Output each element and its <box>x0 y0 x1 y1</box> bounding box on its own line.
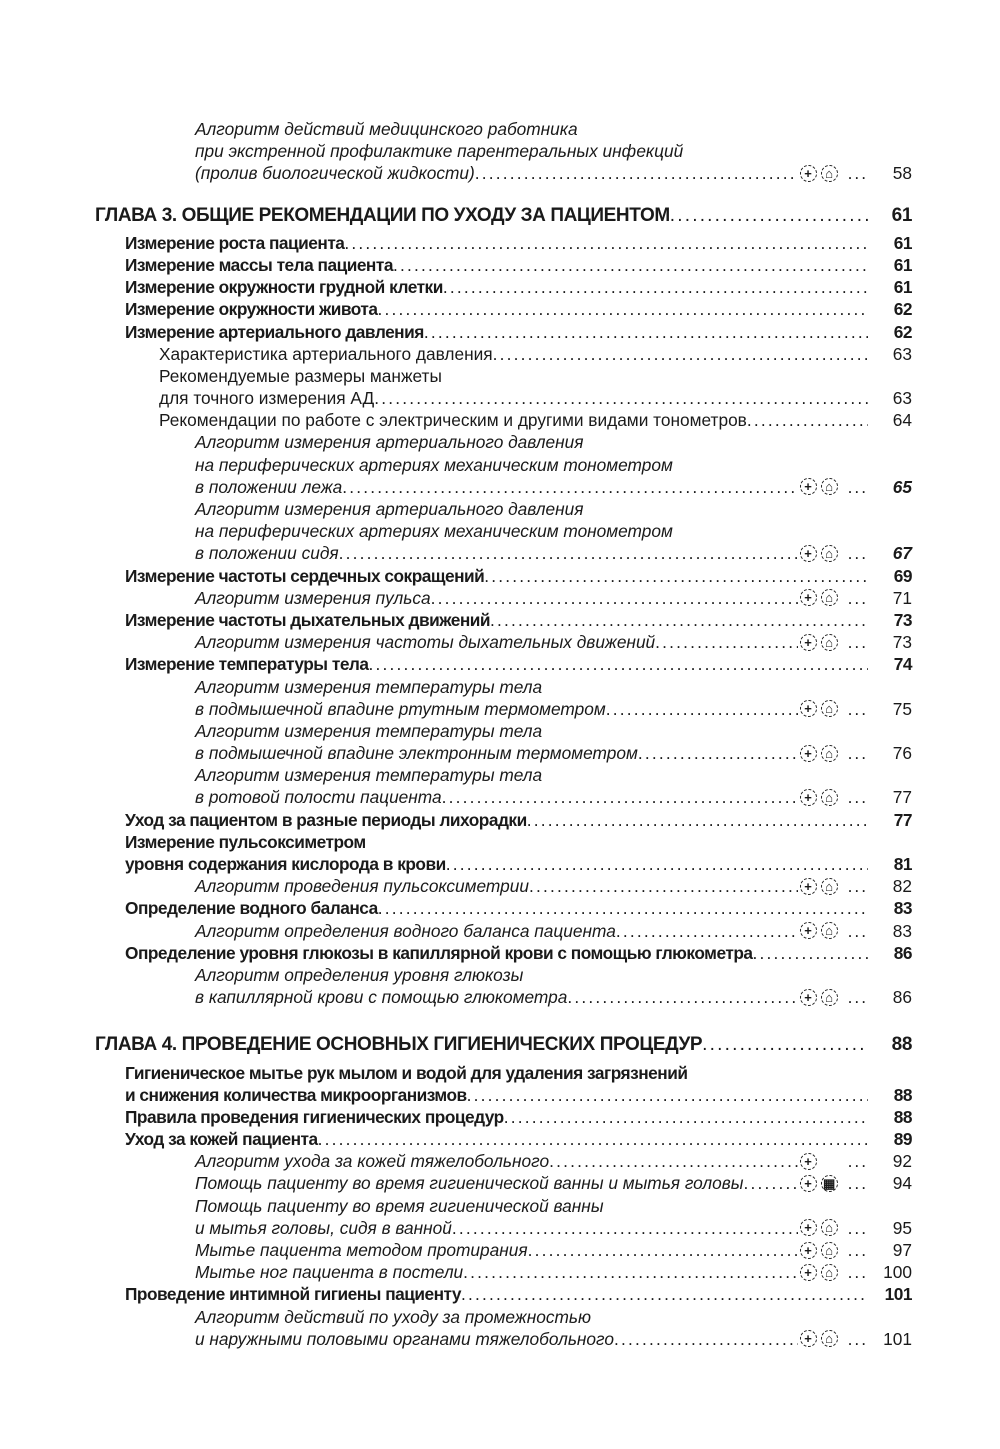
entry-line <box>125 1283 912 1305</box>
toc-entry <box>95 609 912 631</box>
toc-entry <box>95 897 912 919</box>
entry-line <box>125 298 912 320</box>
entry-title: Алгоритм измерения частоты дыхательных движений <box>195 632 656 653</box>
entry-line <box>195 1306 912 1328</box>
page-number: 89 <box>893 1129 912 1150</box>
entry-title: Измерение массы тела пациента <box>125 254 393 275</box>
dot-leader <box>504 1106 868 1128</box>
dot-leader <box>493 343 868 365</box>
page-number: 88 <box>891 1034 912 1056</box>
entry-title: Измерение температуры тела <box>125 654 369 675</box>
entry-line <box>125 897 912 919</box>
home-circle-icon: ⌂ <box>821 1330 838 1347</box>
entry-icons <box>800 1242 838 1259</box>
entry-line <box>125 565 912 587</box>
entry-title: в положении сидя <box>195 543 339 564</box>
dot-leader <box>443 276 868 298</box>
entry-title: и снижения количества микроорганизмов <box>125 1084 467 1105</box>
entry-title: Измерение роста пациента <box>125 232 345 253</box>
page-number: 67 <box>892 543 912 564</box>
entry-title: Мытье пациента методом протирания <box>195 1240 528 1260</box>
entry-title: Мытье ног пациента в постели <box>195 1262 464 1283</box>
toc-entry <box>95 1195 912 1239</box>
entry-title: уровня содержания кислорода в крови <box>125 854 446 874</box>
entry-line <box>195 875 912 897</box>
dot-leader <box>529 875 798 897</box>
entry-title: Измерение частоты дыхательных движений <box>125 609 491 630</box>
entry-icons <box>800 634 838 651</box>
page-number: 101 <box>883 1328 912 1349</box>
dot-leader <box>752 942 868 964</box>
entry-line <box>195 1150 912 1172</box>
page-number: 74 <box>893 654 912 675</box>
toc-entry <box>95 118 912 185</box>
entry-line <box>195 431 912 453</box>
toc-entry <box>95 321 912 343</box>
page-number: 97 <box>892 1240 912 1260</box>
dot-leader: ... <box>847 698 868 719</box>
entry-line <box>195 476 912 498</box>
home-circle-icon: ⌂ <box>821 589 838 606</box>
page-number: 58 <box>892 163 912 184</box>
plus-circle-icon: + <box>800 1264 817 1281</box>
entry-title: Измерение артериального давления <box>125 321 424 342</box>
entry-title: Определение водного баланса <box>125 898 378 919</box>
entry-title: на периферических артериях механическим тонометром <box>195 454 673 475</box>
entry-title: на периферических артериях механическим тонометром <box>195 521 673 542</box>
page-number: 88 <box>893 1084 912 1105</box>
entry-title: Характеристика артериального давления <box>159 343 493 364</box>
page-number: 77 <box>893 809 912 830</box>
home-circle-icon: ⌂ <box>821 545 838 562</box>
entry-line <box>125 831 912 853</box>
entry-title: в подмышечной впадине ртутным термометром <box>195 698 606 719</box>
entry-icons <box>800 1175 838 1192</box>
page-number: 86 <box>892 987 912 1008</box>
entry-line <box>195 676 912 698</box>
entry-line <box>159 409 912 431</box>
dot-leader: ... <box>847 876 868 897</box>
dot-leader: ... <box>847 163 868 184</box>
dot-leader <box>528 1239 798 1261</box>
page-number: 83 <box>892 920 912 941</box>
page-number: 61 <box>893 277 912 298</box>
plus-circle-icon: + <box>800 634 817 651</box>
page-number: 65 <box>892 476 912 497</box>
entry-line <box>125 254 912 276</box>
dot-leader <box>369 653 868 675</box>
entry-title: Алгоритм определения уровня глюкозы <box>195 964 524 985</box>
home-circle-icon: ⌂ <box>821 165 838 182</box>
entry-title: Алгоритм измерения артериального давления <box>195 432 584 453</box>
entry-title: Алгоритм измерения температуры тела <box>195 676 543 697</box>
entry-line <box>195 1328 912 1350</box>
toc-entry <box>95 431 912 498</box>
entry-title: Алгоритм определения водного баланса пациента <box>195 920 616 941</box>
entry-line <box>195 1239 912 1261</box>
page-number: 63 <box>892 388 912 409</box>
toc-entry <box>95 764 912 808</box>
entry-title: Алгоритм проведения пульсоксиметрии <box>195 876 529 897</box>
page-number: 101 <box>884 1284 912 1305</box>
home-circle-icon: ⌂ <box>821 634 838 651</box>
page-number: 61 <box>893 254 912 275</box>
page-number: 71 <box>892 587 912 608</box>
dot-leader <box>452 1217 798 1239</box>
entry-line <box>159 387 912 409</box>
dot-leader <box>467 1084 868 1106</box>
plus-circle-icon: + <box>800 1153 817 1170</box>
home-circle-icon: ⌂ <box>821 1264 838 1281</box>
entry-icons <box>800 478 838 495</box>
plus-circle-icon: + <box>800 1242 817 1259</box>
dot-leader: ... <box>847 1328 868 1349</box>
entry-line <box>195 964 912 986</box>
toc-entry <box>95 676 912 720</box>
entry-line <box>125 276 912 298</box>
entry-title: Определение уровня глюкозы в капиллярной крови с помощью глюкометра <box>125 942 753 963</box>
toc-entry <box>95 1283 912 1305</box>
dot-leader: ... <box>847 920 868 941</box>
dot-leader <box>342 476 797 498</box>
dot-leader <box>424 321 868 343</box>
dot-leader <box>638 742 798 764</box>
dot-leader: ... <box>847 587 868 608</box>
entry-title: Алгоритм действий медицинского работника <box>195 119 578 139</box>
entry-icons <box>800 700 838 717</box>
dot-leader: ... <box>847 632 868 653</box>
toc-entry <box>95 920 912 942</box>
dot-leader <box>475 162 798 184</box>
entry-line <box>159 365 912 387</box>
dot-leader <box>606 698 798 720</box>
entry-title: Измерение окружности грудной клетки <box>125 277 443 298</box>
page-number: 62 <box>893 321 912 342</box>
dot-leader <box>490 609 868 631</box>
entry-line <box>195 1172 912 1194</box>
empty-icon-slot <box>821 1153 838 1170</box>
entry-line <box>195 786 912 808</box>
entry-title: Измерение пульсоксиметром <box>125 831 366 852</box>
entry-title: Рекомендации по работе с электрическим и другими видами тонометров <box>159 410 747 431</box>
entry-line <box>195 1217 912 1239</box>
plus-circle-icon: + <box>800 589 817 606</box>
page-number: 69 <box>893 565 912 586</box>
entry-line <box>125 1084 912 1106</box>
chapter-heading <box>95 1034 912 1056</box>
entry-title: в положении лежа <box>195 476 343 497</box>
entry-title: Алгоритм измерения температуры тела <box>195 765 543 786</box>
entry-line <box>195 454 912 476</box>
entry-line <box>195 140 912 162</box>
entry-title: (пролив биологической жидкости) <box>195 163 475 184</box>
plus-circle-icon: + <box>800 922 817 939</box>
toc-entry <box>95 720 912 764</box>
entry-title: Измерение частоты сердечных сокращений <box>125 565 485 586</box>
dot-leader <box>393 254 868 276</box>
dot-leader <box>743 1172 797 1194</box>
dot-leader <box>616 920 798 942</box>
entry-icons <box>800 745 838 762</box>
dot-leader <box>374 387 868 409</box>
entry-line <box>195 162 912 184</box>
page-number: 88 <box>893 1106 912 1127</box>
entry-line <box>125 853 912 875</box>
entry-line <box>195 631 912 653</box>
home-circle-icon: ⌂ <box>821 922 838 939</box>
entry-line <box>195 720 912 742</box>
page-number: 64 <box>892 410 912 431</box>
dot-leader <box>377 298 868 320</box>
entry-title: ГЛАВА 4. ПРОВЕДЕНИЕ ОСНОВНЫХ ГИГИЕНИЧЕСКИХ ПРОЦЕДУР <box>95 1034 703 1056</box>
entry-line <box>159 343 912 365</box>
home-circle-icon: ⌂ <box>821 1242 838 1259</box>
page-number: 86 <box>893 942 912 963</box>
dot-leader <box>446 853 868 875</box>
page-number: 61 <box>891 204 912 226</box>
home-circle-icon: ⌂ <box>821 1219 838 1236</box>
dot-leader <box>461 1283 868 1305</box>
entry-title: Гигиеническое мытье рук мылом и водой для удаления загрязнений <box>125 1062 688 1083</box>
entry-title: в капиллярной крови с помощью глюкометра <box>195 987 568 1008</box>
entry-icons <box>800 1330 838 1347</box>
entry-line <box>195 764 912 786</box>
toc-entry <box>95 343 912 365</box>
toc-entry <box>95 1128 912 1150</box>
toc-entry <box>95 631 912 653</box>
toc-entry <box>95 942 912 964</box>
home-circle-icon: ⌂ <box>821 478 838 495</box>
dot-leader <box>614 1328 798 1350</box>
home-circle-icon: ⌂ <box>821 789 838 806</box>
plus-circle-icon: + <box>800 878 817 895</box>
dot-leader <box>378 897 868 919</box>
page-number: 100 <box>883 1262 912 1283</box>
page-number: 77 <box>892 787 912 808</box>
entry-line <box>195 698 912 720</box>
entry-title: Рекомендуемые размеры манжеты <box>159 365 442 386</box>
page-number: 82 <box>892 876 912 897</box>
home-circle-icon: ⌂ <box>821 878 838 895</box>
page-number: 75 <box>892 698 912 719</box>
dot-leader: ... <box>847 1151 868 1172</box>
entry-line <box>95 1034 912 1056</box>
entry-title: и мытья головы, сидя в ванной <box>195 1217 452 1238</box>
toc-entry <box>95 587 912 609</box>
toc-entry <box>95 875 912 897</box>
entry-icons <box>800 545 838 562</box>
entry-line <box>125 232 912 254</box>
entry-title: Измерение окружности живота <box>125 299 378 320</box>
toc-entry <box>95 232 912 254</box>
dot-leader <box>431 587 798 609</box>
toc-entry <box>95 409 912 431</box>
entry-title: Алгоритм измерения температуры тела <box>195 720 543 741</box>
dot-leader <box>747 409 868 431</box>
entry-title: и наружными половыми органами тяжелобольного <box>195 1328 614 1349</box>
toc-entry <box>95 498 912 565</box>
home-circle-icon: ⌂ <box>821 700 838 717</box>
entry-line <box>195 986 912 1008</box>
dot-leader: ... <box>847 543 868 564</box>
page-number: 95 <box>892 1217 912 1238</box>
page-number: 73 <box>893 609 912 630</box>
entry-line <box>125 1128 912 1150</box>
entry-line <box>125 942 912 964</box>
toc-entry <box>95 1150 912 1172</box>
table-of-contents <box>95 118 912 1350</box>
entry-title: ГЛАВА 3. ОБЩИЕ РЕКОМЕНДАЦИИ ПО УХОДУ ЗА ПАЦИЕНТОМ <box>95 204 670 226</box>
dot-leader <box>442 786 798 808</box>
dot-leader <box>567 986 797 1008</box>
toc-entry <box>95 365 912 409</box>
toc-entry <box>95 831 912 875</box>
entry-title: в подмышечной впадине электронным термометром <box>195 743 638 764</box>
entry-title: Уход за пациентом в разные периоды лихорадки <box>125 809 527 830</box>
page-number: 94 <box>892 1173 912 1194</box>
entry-icons <box>800 1264 838 1281</box>
entry-icons <box>800 1153 838 1170</box>
dot-leader <box>484 565 868 587</box>
entry-line <box>195 118 912 140</box>
entry-title: при экстренной профилактике парентеральных инфекций <box>195 141 684 162</box>
plus-circle-icon: + <box>800 989 817 1006</box>
dot-leader <box>463 1261 797 1283</box>
page-number: 92 <box>892 1151 912 1172</box>
dot-leader: ... <box>847 743 868 764</box>
plus-circle-icon: + <box>800 745 817 762</box>
dot-leader: ... <box>847 1262 868 1283</box>
toc-entry <box>95 1239 912 1261</box>
entry-line <box>195 742 912 764</box>
dot-leader: ... <box>847 1217 868 1238</box>
toc-entry <box>95 1172 912 1194</box>
entry-title: Правила проведения гигиенических процедур <box>125 1106 504 1127</box>
dot-leader <box>318 1128 868 1150</box>
entry-line <box>195 920 912 942</box>
entry-line <box>195 1261 912 1283</box>
entry-line <box>125 1062 912 1084</box>
entry-line <box>195 498 912 520</box>
bath-circle-icon: ▦ <box>821 1175 838 1192</box>
entry-line <box>195 1195 912 1217</box>
toc-entry <box>95 1106 912 1128</box>
entry-icons <box>800 989 838 1006</box>
home-circle-icon: ⌂ <box>821 745 838 762</box>
home-circle-icon: ⌂ <box>821 989 838 1006</box>
plus-circle-icon: + <box>800 789 817 806</box>
toc-entry <box>95 1062 912 1106</box>
toc-entry <box>95 276 912 298</box>
plus-circle-icon: + <box>800 165 817 182</box>
dot-leader: ... <box>847 476 868 497</box>
entry-title: Уход за кожей пациента <box>125 1129 318 1150</box>
entry-line <box>125 1106 912 1128</box>
entry-line <box>95 205 912 227</box>
page-number: 81 <box>893 854 912 874</box>
entry-title: Алгоритм измерения пульса <box>195 587 431 608</box>
entry-title: Алгоритм ухода за кожей тяжелобольного <box>195 1151 550 1172</box>
page-number: 62 <box>893 299 912 320</box>
entry-line <box>125 321 912 343</box>
entry-icons <box>800 878 838 895</box>
plus-circle-icon: + <box>800 545 817 562</box>
entry-icons <box>800 1219 838 1236</box>
dot-leader: ... <box>847 1240 868 1260</box>
page-number: 73 <box>892 632 912 653</box>
entry-icons <box>800 165 838 182</box>
dot-leader <box>339 542 798 564</box>
toc-entry <box>95 254 912 276</box>
entry-title: Проведение интимной гигиены пациенту <box>125 1284 462 1305</box>
dot-leader: ... <box>847 1173 868 1194</box>
entry-title: Помощь пациенту во время гигиенической ванны <box>195 1195 604 1216</box>
entry-line <box>125 809 912 831</box>
plus-circle-icon: + <box>800 700 817 717</box>
dot-leader <box>344 232 868 254</box>
dot-leader <box>549 1150 798 1172</box>
page-number: 63 <box>892 343 912 364</box>
entry-line <box>125 609 912 631</box>
plus-circle-icon: + <box>800 1175 817 1192</box>
entry-title: Алгоритм действий по уходу за промежностью <box>195 1306 591 1327</box>
entry-icons <box>800 789 838 806</box>
entry-line <box>195 587 912 609</box>
entry-title: для точного измерения АД <box>159 388 375 409</box>
dot-leader <box>527 809 868 831</box>
page-number: 83 <box>893 898 912 919</box>
entry-icons <box>800 589 838 606</box>
chapter-heading <box>95 205 912 227</box>
toc-entry <box>95 565 912 587</box>
plus-circle-icon: + <box>800 1219 817 1236</box>
page-number: 76 <box>892 743 912 764</box>
entry-title: Помощь пациенту во время гигиенической ванны и мытья головы <box>195 1173 744 1194</box>
dot-leader <box>670 205 868 227</box>
entry-line <box>195 520 912 542</box>
toc-entry <box>95 1261 912 1283</box>
toc-entry <box>95 653 912 675</box>
dot-leader: ... <box>847 787 868 808</box>
entry-title: в ротовой полости пациента <box>195 787 442 808</box>
dot-leader <box>655 631 797 653</box>
entry-title: Алгоритм измерения артериального давления <box>195 499 584 519</box>
page-number: 61 <box>893 232 912 253</box>
entry-icons <box>800 922 838 939</box>
dot-leader: ... <box>847 987 868 1008</box>
toc-entry <box>95 1306 912 1350</box>
toc-entry <box>95 298 912 320</box>
entry-line <box>195 542 912 564</box>
dot-leader <box>702 1034 868 1056</box>
entry-line <box>125 653 912 675</box>
plus-circle-icon: + <box>800 1330 817 1347</box>
toc-entry <box>95 809 912 831</box>
toc-entry <box>95 964 912 1008</box>
plus-circle-icon: + <box>800 478 817 495</box>
